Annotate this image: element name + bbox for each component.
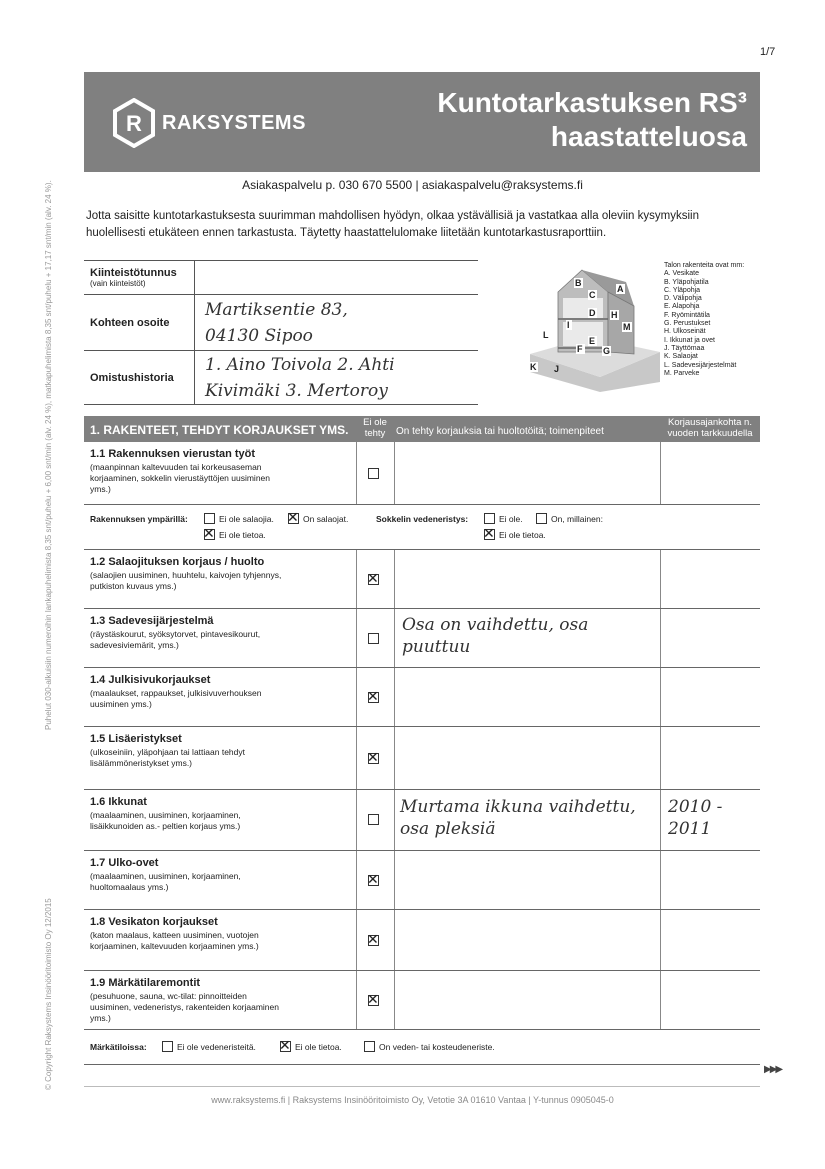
ymparisto-label: Rakennuksen ympärillä:: [90, 514, 188, 524]
logo-letter: R: [126, 111, 142, 136]
row-title: 1.6 Ikkunat: [90, 796, 147, 808]
legend-item: L. Sadevesijärjestelmät: [664, 361, 737, 369]
legend-item: F. Ryömintätila: [664, 311, 710, 319]
option-ei-tietoa-markatila[interactable]: ✕ Ei ole tietoa.: [279, 1037, 342, 1053]
option-on-eriste[interactable]: On veden- tai kosteudeneriste.: [364, 1042, 495, 1052]
side-note-copyright: © Copyright Raksystems Insinööritoimisto Oy 12/2015: [44, 898, 53, 1090]
row-title: 1.1 Rakennuksen vierustan työt: [90, 448, 256, 460]
ymparisto-row: [84, 505, 760, 550]
property-info-table: [84, 260, 478, 405]
legend-item: I. Ikkunat ja ovet: [664, 336, 715, 344]
option-ei-tietoa-sokkeli[interactable]: ✕ Ei ole tietoa.: [483, 525, 546, 541]
legend-item: C. Yläpohja: [664, 286, 701, 294]
legend-item: H. Ulkoseinät: [664, 328, 706, 336]
row-desc: (pesuhuone, sauna, wc-tilat: pinnoitteiden uusiminen, vedeneristys, rakenteiden korjaaminen yms.): [90, 991, 279, 1023]
legend-item: A. Vesikate: [664, 270, 700, 278]
col-not-done-header: Ei ole tehty: [363, 417, 387, 439]
contact-info: Asiakaspalvelu p. 030 670 5500 | asiakaspalvelu@raksystems.fi: [242, 178, 583, 192]
house-letter-g: G: [603, 346, 611, 356]
footer-divider: [84, 1086, 760, 1087]
house-letter-e: E: [589, 336, 596, 346]
kiinteistotunnus-label: Kiinteistötunnus (vain kiinteistöt): [84, 261, 195, 295]
table-row: [84, 851, 760, 910]
not-done-checkbox[interactable]: ✕: [367, 931, 379, 947]
osoite-field[interactable]: Martiksentie 83, 04130 Sipoo: [195, 295, 479, 351]
house-letter-j: J: [554, 364, 560, 374]
next-page-arrows[interactable]: ▶▶▶: [764, 1064, 782, 1075]
option-ei-salaojia[interactable]: Ei ole salaojia.: [204, 514, 274, 524]
col-repairs-header: On tehty korjauksia tai huoltotöitä; toimenpiteet: [396, 426, 604, 437]
table-row: [84, 971, 760, 1030]
house-letter-l: L: [543, 330, 549, 340]
not-done-checkbox[interactable]: [368, 468, 379, 479]
legend-item: K. Salaojat: [664, 353, 698, 361]
legend-title: Talon rakenteita ovat mm:: [664, 262, 745, 269]
kiinteistotunnus-field[interactable]: [195, 261, 479, 295]
raksystems-logo-icon: [112, 98, 156, 148]
row-desc: (salaojien uusiminen, huuhtelu, kaivojen tyhjennys, putkiston kuvaus yms.): [90, 570, 282, 591]
col-time-header: Korjausajankohta n. vuoden tarkkuudella: [667, 417, 753, 439]
option-ei-ole[interactable]: Ei ole.: [484, 514, 523, 524]
row-title: 1.4 Julkisivukorjaukset: [90, 674, 211, 686]
table-row: [84, 609, 760, 668]
row-desc: (ulkoseiniin, yläpohjaan tai lattiaan tehdyt lisälämmöneristykset yms.): [90, 747, 245, 768]
house-letter-i: I: [567, 320, 570, 330]
table-row: [84, 790, 760, 851]
house-letter-m: M: [623, 322, 631, 332]
legend-item: G. Perustukset: [664, 320, 711, 328]
repair-year[interactable]: 2010 - 2011: [668, 797, 723, 839]
markatila-label: Märkätiloissa:: [90, 1042, 147, 1052]
row-title: 1.8 Vesikaton korjaukset: [90, 916, 218, 928]
table-row: [84, 442, 760, 505]
sokkeli-label: Sokkelin vedeneristys:: [376, 514, 469, 524]
row-desc: (maalaaminen, uusiminen, korjaaminen, lisäikkunoiden as.- peltien korjaus yms.): [90, 810, 241, 831]
option-on-millainen[interactable]: On, millainen:: [536, 514, 603, 524]
not-done-checkbox[interactable]: ✕: [367, 991, 379, 1007]
side-note-prices: Puhelut 030-alkuisiin numeroihin lankapuhelimista 8,35 snt/puhelu + 6,00 snt/min (alv. 24 %), matkapuhelimista 8,35 snt/puhelu + 17,17 snt/min (alv. 24 %).: [44, 180, 53, 730]
house-letter-h: H: [611, 310, 618, 320]
row-desc: (maanpinnan kaltevuuden tai korkeusaseman korjaaminen, sokkelin vierustäyttöjen uusiminen yms.): [90, 462, 271, 494]
not-done-checkbox[interactable]: [368, 633, 379, 644]
option-ei-vedeneristeita[interactable]: Ei ole vedeneristeitä.: [162, 1042, 256, 1052]
house-letter-d: D: [589, 308, 596, 318]
option-on-salaojat[interactable]: ✕ On salaojat.: [287, 509, 349, 525]
row-title: 1.9 Märkätilaremontit: [90, 977, 201, 989]
table-row: [84, 910, 760, 971]
row-desc: (maalaaminen, uusiminen, korjaaminen, huoltomaalaus yms.): [90, 871, 241, 892]
repairs-note[interactable]: Osa on vaihdettu, osa puuttuu: [402, 615, 589, 657]
section-title: 1. RAKENTEET, TEHDYT KORJAUKSET YMS.: [90, 423, 349, 437]
page-number: 1/7: [760, 46, 776, 58]
table-row: [84, 668, 760, 727]
house-letter-b: B: [575, 278, 582, 288]
footer: www.raksystems.fi | Raksystems Insinööritoimisto Oy, Vetotie 3A 01610 Vantaa | Y-tunnus 0905045-0: [211, 1095, 614, 1105]
historia-label: Omistushistoria: [84, 351, 195, 405]
legend-item: J. Täyttömaa: [664, 344, 705, 352]
table-row: [84, 727, 760, 790]
brand-name: RAKSYSTEMS: [162, 112, 306, 134]
house-letter-k: K: [530, 362, 537, 372]
markatila-row: [84, 1030, 760, 1065]
page-title: [437, 86, 747, 154]
row-desc: (räystäskourut, syöksytorvet, pintavesikourut, sadevesiviemärit, yms.): [90, 629, 261, 650]
not-done-checkbox[interactable]: ✕: [367, 688, 379, 704]
row-desc: (katon maalaus, katteen uusiminen, vuotojen korjaaminen, kaltevuuden korjaaminen yms.): [90, 930, 259, 951]
table-row: [84, 550, 760, 609]
row-title: 1.2 Salaojituksen korjaus / huolto: [90, 556, 265, 568]
not-done-checkbox[interactable]: ✕: [367, 871, 379, 887]
option-ei-tietoa-salaoja[interactable]: ✕ Ei ole tietoa.: [203, 525, 266, 541]
legend-item: E. Alapohja: [664, 303, 700, 311]
section-header: [84, 416, 760, 442]
not-done-checkbox[interactable]: ✕: [367, 570, 379, 586]
not-done-checkbox[interactable]: [368, 814, 379, 825]
house-diagram: [530, 262, 660, 392]
legend-item: B. Yläpohjatila: [664, 278, 709, 286]
structure-legend: [664, 262, 744, 378]
legend-item: D. Välipohja: [664, 295, 702, 303]
title-line-1: Kuntotarkastuksen RS³: [437, 87, 747, 118]
legend-item: M. Parveke: [664, 369, 700, 377]
intro-text: Jotta saisitte kuntotarkastuksesta suurimman mahdollisen hyödyn, olkaa ystävällisiä ja vastatkaa alla oleviin kysymyksiin huolellisesti etukäteen ennen tarkastusta. Täytetty haastattelulomake liitetään kuntotarkastusraporttiin.: [86, 210, 699, 239]
house-letter-f: F: [577, 344, 583, 354]
house-letter-a: A: [617, 284, 624, 294]
row-title: 1.3 Sadevesijärjestelmä: [90, 615, 214, 627]
row-desc: (maalaukset, rappaukset, julkisivuverhouksen uusiminen yms.): [90, 688, 262, 709]
row-title: 1.7 Ulko-ovet: [90, 857, 159, 869]
row-title: 1.5 Lisäeristykset: [90, 733, 182, 745]
historia-field[interactable]: 1. Aino Toivola 2. Ahti Kivimäki 3. Mertoroy: [195, 351, 479, 405]
house-letter-c: C: [589, 290, 596, 300]
repairs-note[interactable]: Murtama ikkuna vaihdettu, osa pleksiä: [400, 797, 636, 839]
title-line-2: haastatteluosa: [550, 121, 747, 152]
osoite-label: Kohteen osoite: [84, 295, 195, 351]
not-done-checkbox[interactable]: ✕: [367, 749, 379, 765]
